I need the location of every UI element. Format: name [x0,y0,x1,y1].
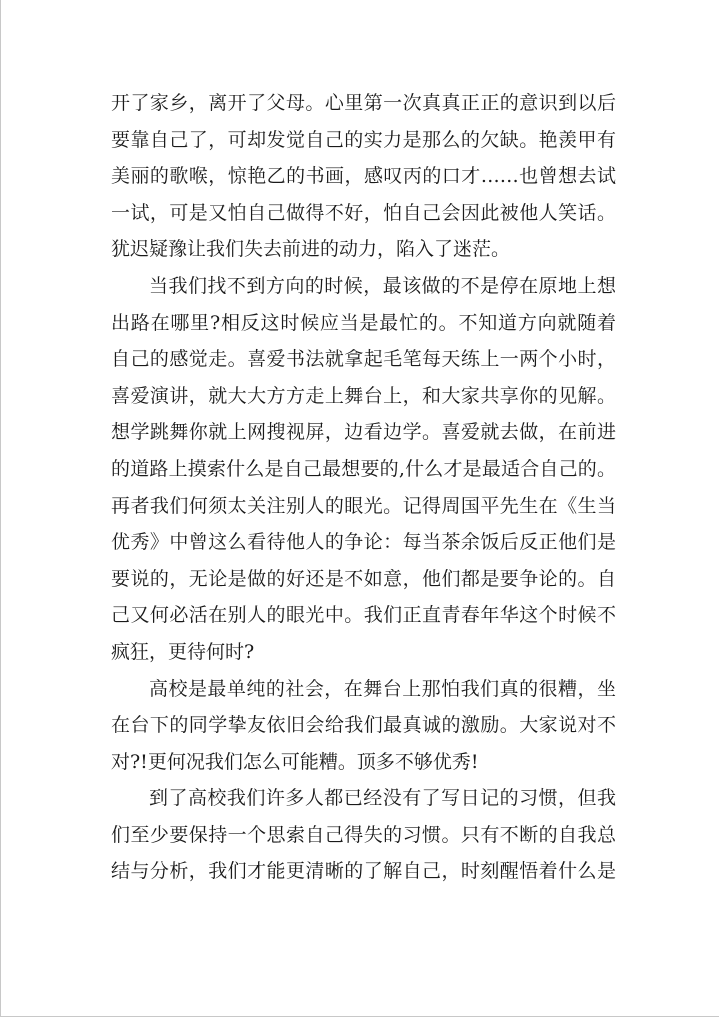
text-line: 对?!更何况我们怎么可能糟。顶多不够优秀! [111,750,479,773]
text-line: 高校是最单纯的社会，在舞台上那怕我们真的很糟，坐 [149,677,616,700]
text-line: 喜爱演讲，就大大方方走上舞台上，和大家共享你的见解。 [111,384,616,407]
text-line: 再者我们何须太关注别人的眼光。记得周国平先生在《生当 [111,494,616,517]
text-line: 要说的，无论是做的好还是不如意，他们都是要争论的。自 [111,567,616,590]
text-line: 开了家乡，离开了父母。心里第一次真真正正的意识到以后 [111,92,616,114]
text-line: 们至少要保持一个思索自己得失的习惯。只有不断的自我总 [111,823,616,846]
text-line: 己又何必活在别人的眼光中。我们正直青春年华这个时候不 [111,604,616,627]
text-line: 优秀》中曾这么看待他人的争论：每当茶余饭后反正他们是 [111,531,616,554]
text-line: 疯狂，更待何时? [111,640,255,663]
text-line: 到了高校我们许多人都已经没有了写日记的习惯，但我 [149,787,616,810]
text-line: 一试，可是又怕自己做得不好，怕自己会因此被他人笑话。 [111,201,616,224]
text-line: 要靠自己了，可却发觉自己的实力是那么的欠缺。艳羡甲有 [111,128,616,151]
text-line: 犹迟疑豫让我们失去前进的动力，陷入了迷茫。 [111,238,511,261]
text-line: 当我们找不到方向的时候，最该做的不是停在原地上想 [149,274,616,297]
text-line: 自己的感觉走。喜爱书法就拿起毛笔每天练上一两个小时， [111,348,616,371]
text-line: 的道路上摸索什么是自己最想要的,什么才是最适合自己的。 [111,457,616,480]
document-body [111,85,616,890]
text-line: 美丽的歌喉，惊艳乙的书画，感叹丙的口才……也曾想去试 [111,165,616,188]
text-line: 出路在哪里?相反这时候应当是最忙的。不知道方向就随着 [111,311,616,334]
text-line: 在台下的同学挚友依旧会给我们最真诚的激励。大家说对不 [111,714,616,737]
text-line: 想学跳舞你就上网搜视屏，边看边学。喜爱就去做，在前进 [111,421,616,444]
text-line: 结与分析，我们才能更清晰的了解自己，时刻醒悟着什么是 [111,860,616,883]
